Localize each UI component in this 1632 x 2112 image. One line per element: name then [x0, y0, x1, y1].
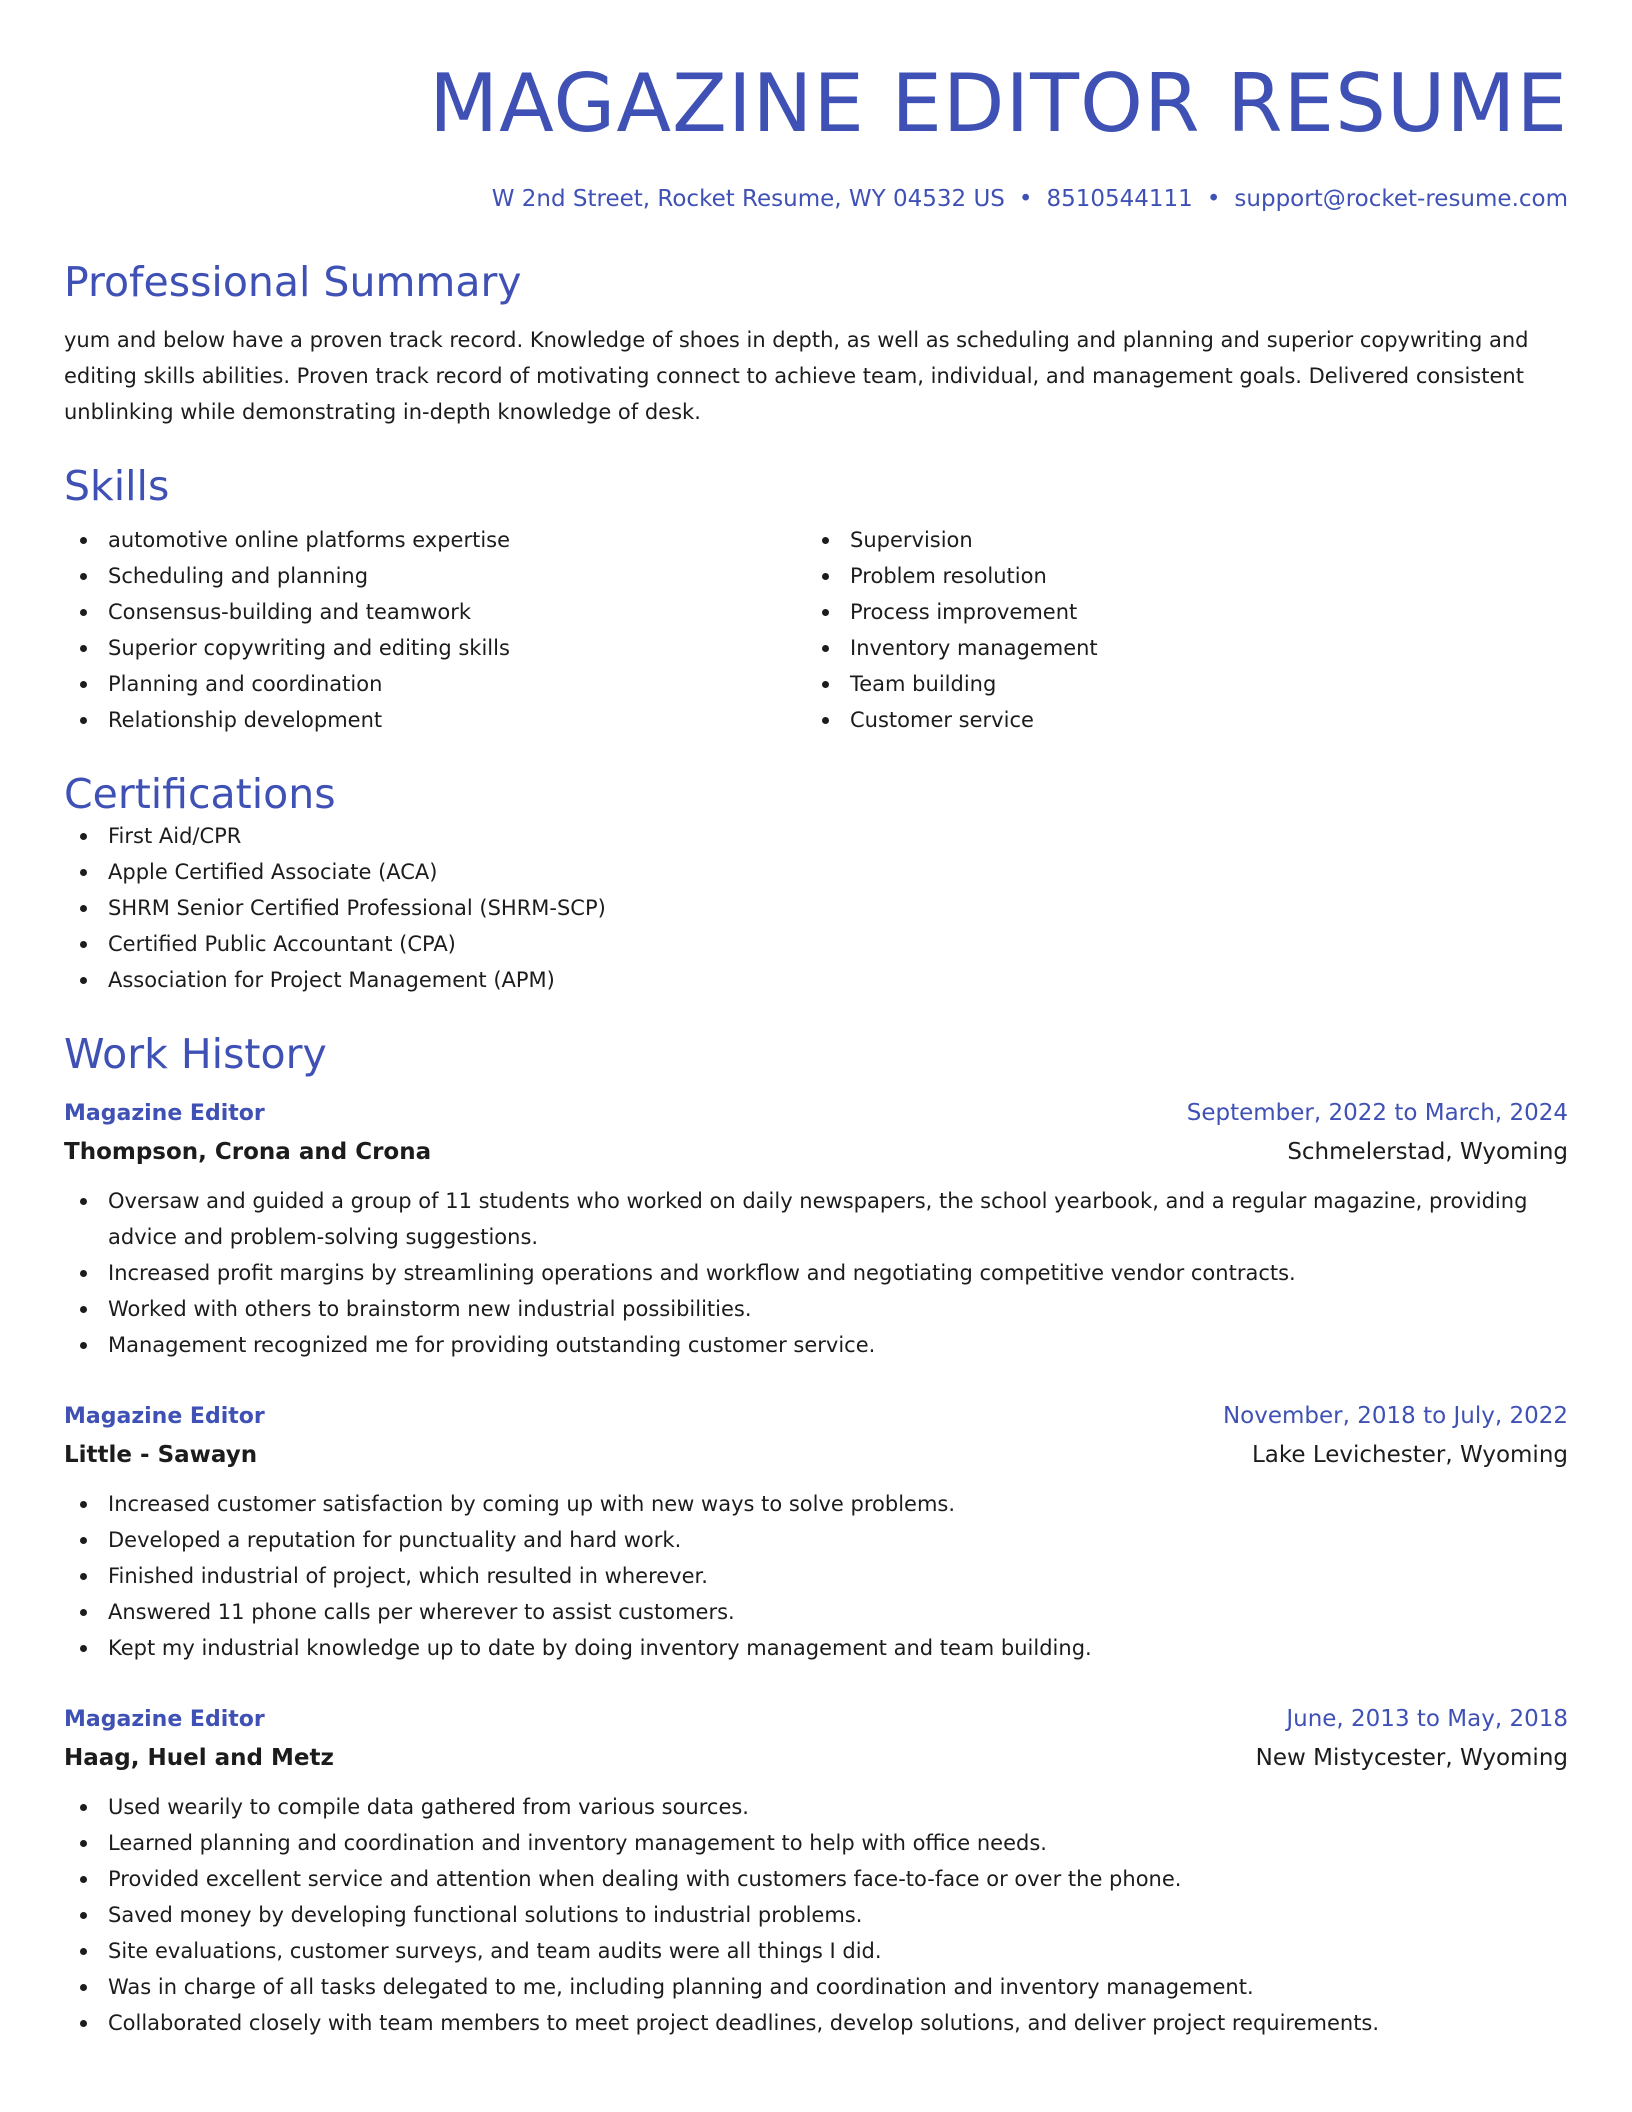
job-entry — [64, 1397, 1568, 1666]
summary-text: yum and below have a proven track record. Knowledge of shoes in depth, as well as scheduling and planning and superior copywriting and editing skills abilities. Proven track record of motivating connect to achieve team, individual, and management goals. Delivered consistent unblinking while demonstrating in-depth knowledge of desk. — [64, 328, 1529, 424]
job-company-row — [64, 1133, 1568, 1171]
job-duty-item: Oversaw and guided a group of 11 students who worked on daily newspapers, the school yearbook, and a regular magazine, providing advice and problem-solving suggestions. — [64, 1183, 1568, 1255]
job-title-row — [64, 1094, 1568, 1133]
job-duty-item: Increased customer satisfaction by coming up with new ways to solve problems. — [64, 1486, 1568, 1522]
skill-item: Consensus-building and teamwork — [64, 594, 806, 630]
job-duties-list — [64, 1789, 1568, 2041]
job-title-row — [64, 1700, 1568, 1739]
job-duty-item: Site evaluations, customer surveys, and team audits were all things I did. — [64, 1933, 1568, 1969]
job-duty-item: Saved money by developing functional solutions to industrial problems. — [64, 1897, 1568, 1933]
job-entry — [64, 1094, 1568, 1363]
skill-item: Inventory management — [806, 630, 1548, 666]
skill-item: Relationship development — [64, 702, 806, 738]
skill-item: Team building — [806, 666, 1548, 702]
job-company: Thompson, Crona and Crona — [64, 1139, 432, 1165]
skill-item: Supervision — [806, 522, 1548, 558]
skills-columns — [64, 522, 1568, 738]
job-duties-list — [64, 1183, 1568, 1363]
skill-item: Planning and coordination — [64, 666, 806, 702]
job-duty-item: Worked with others to brainstorm new industrial possibilities. — [64, 1291, 1568, 1327]
skill-item: Process improvement — [806, 594, 1548, 630]
skills-list-right — [806, 522, 1548, 738]
job-company-row — [64, 1436, 1568, 1474]
job-duty-item: Was in charge of all tasks delegated to me, including planning and coordination and inventory management. — [64, 1969, 1568, 2005]
job-duty-item: Learned planning and coordination and inventory management to help with office needs. — [64, 1825, 1568, 1861]
job-company-row — [64, 1739, 1568, 1777]
contact-separator: • — [1018, 186, 1033, 212]
summary-heading: Professional Summary — [64, 258, 522, 306]
certification-item: Association for Project Management (APM) — [64, 962, 1568, 998]
contact-separator: • — [1206, 186, 1221, 212]
job-location: Lake Levichester, Wyoming — [1251, 1442, 1568, 1468]
contact-address: W 2nd Street, Rocket Resume, WY 04532 US — [491, 186, 1005, 212]
skills-heading: Skills — [64, 462, 170, 510]
certification-item: First Aid/CPR — [64, 818, 1568, 854]
job-title-row — [64, 1397, 1568, 1436]
job-location: Schmelerstad, Wyoming — [1287, 1139, 1568, 1165]
job-dates: September, 2022 to March, 2024 — [1186, 1100, 1568, 1126]
job-duty-item: Provided excellent service and attention when dealing with customers face-to-face or over the phone. — [64, 1861, 1568, 1897]
skills-list-left — [64, 522, 806, 738]
skill-item: automotive online platforms expertise — [64, 522, 806, 558]
job-title: Magazine Editor — [64, 1707, 265, 1732]
certification-item: Apple Certified Associate (ACA) — [64, 854, 1568, 890]
job-duty-item: Used wearily to compile data gathered from various sources. — [64, 1789, 1568, 1825]
job-title: Magazine Editor — [64, 1404, 265, 1429]
contact-line — [64, 184, 1568, 214]
skill-item: Scheduling and planning — [64, 558, 806, 594]
contact-phone: 8510544111 — [1046, 186, 1193, 212]
job-duty-item: Increased profit margins by streamlining operations and workflow and negotiating competitive vendor contracts. — [64, 1255, 1568, 1291]
job-duty-item: Developed a reputation for punctuality and hard work. — [64, 1522, 1568, 1558]
job-dates: June, 2013 to May, 2018 — [1286, 1706, 1568, 1732]
certifications-heading: Certifications — [64, 770, 336, 818]
job-duty-item: Answered 11 phone calls per wherever to assist customers. — [64, 1594, 1568, 1630]
job-duties-list — [64, 1486, 1568, 1666]
skill-item: Customer service — [806, 702, 1548, 738]
job-duty-item: Collaborated closely with team members to meet project deadlines, develop solutions, and deliver project requirements. — [64, 2005, 1568, 2041]
certification-item: Certified Public Accountant (CPA) — [64, 926, 1568, 962]
resume-header — [64, 0, 1568, 214]
work-history-heading: Work History — [64, 1030, 327, 1078]
job-duty-item: Finished industrial of project, which resulted in wherever. — [64, 1558, 1568, 1594]
job-duty-item: Management recognized me for providing outstanding customer service. — [64, 1327, 1568, 1363]
job-title: Magazine Editor — [64, 1101, 265, 1126]
resume-title: MAGAZINE EDITOR RESUME — [429, 57, 1568, 150]
job-dates: November, 2018 to July, 2022 — [1222, 1403, 1568, 1429]
skill-item: Superior copywriting and editing skills — [64, 630, 806, 666]
certification-item: SHRM Senior Certified Professional (SHRM-SCP) — [64, 890, 1568, 926]
certifications-list — [64, 818, 1568, 998]
job-entry — [64, 1700, 1568, 2041]
skill-item: Problem resolution — [806, 558, 1548, 594]
job-duty-item: Kept my industrial knowledge up to date by doing inventory management and team building. — [64, 1630, 1568, 1666]
job-company: Little - Sawayn — [64, 1442, 258, 1468]
job-location: New Mistycester, Wyoming — [1255, 1745, 1568, 1771]
job-company: Haag, Huel and Metz — [64, 1745, 334, 1771]
contact-email: support@rocket-resume.com — [1234, 186, 1568, 212]
